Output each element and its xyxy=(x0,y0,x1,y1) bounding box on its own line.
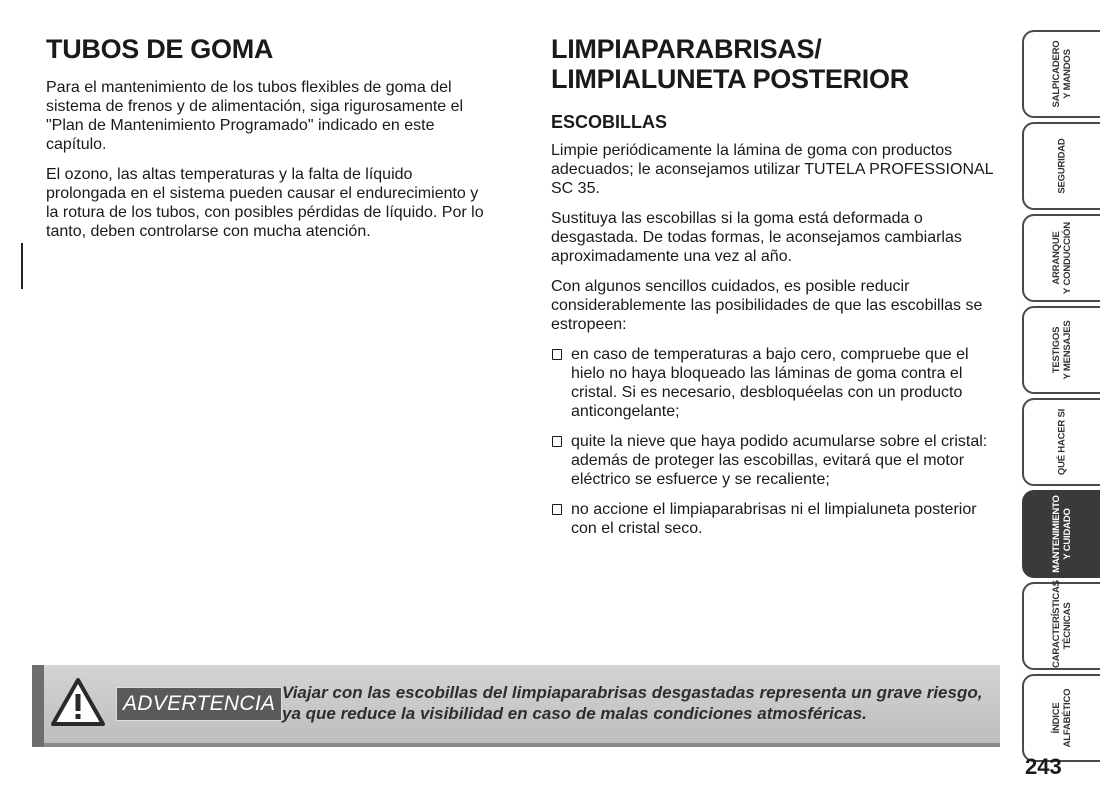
tab-label: MANTENIMIENTO Y CUIDADO xyxy=(1051,495,1073,573)
tab-caracteristicas[interactable] xyxy=(1022,582,1100,670)
checkbox-bullet-icon xyxy=(552,436,562,447)
paragraph: Sustituya las escobillas si la goma está deformada o desgastada. De todas formas, le aconsejamos cambiarlas aproximadamente una vez al año. xyxy=(551,210,962,265)
checkbox-bullet-icon xyxy=(552,349,562,360)
warning-text: Viajar con las escobillas del limpiaparabrisas desgastadas representa un grave riesgo, ya que reduce la visibilidad en caso de malas condiciones atmosféricas. xyxy=(282,683,983,723)
subsection-title-escobillas: ESCOBILLAS xyxy=(551,112,668,132)
section-title-limpiaparabrisas xyxy=(551,34,996,94)
list-item-text: en caso de temperaturas a bajo cero, compruebe que el hielo no haya bloqueado las láminas de goma contra el cristal. Si es necesario, desbloquéelas con un producto anticongelante; xyxy=(571,346,969,420)
tab-que-hacer-si[interactable] xyxy=(1022,398,1100,486)
tab-salpicadero[interactable] xyxy=(1022,30,1100,118)
list-item xyxy=(551,432,996,489)
tab-indice[interactable] xyxy=(1022,674,1100,762)
tab-seguridad[interactable] xyxy=(1022,122,1100,210)
list-item xyxy=(551,500,996,538)
left-column xyxy=(46,34,486,252)
warning-label: ADVERTENCIA xyxy=(116,687,282,721)
section-title-tubos: TUBOS DE GOMA xyxy=(46,34,274,64)
list-item xyxy=(551,345,996,421)
paragraph: Limpie periódicamente la lámina de goma con productos adecuados; le aconsejamos utilizar TUTELA PROFESSIONAL SC 35. xyxy=(551,142,993,197)
chapter-tabs xyxy=(1022,30,1100,766)
tab-label: QUÉ HACER SI xyxy=(1056,408,1068,476)
paragraph: Para el mantenimiento de los tubos flexibles de goma del sistema de frenos y de alimentación, siga rigurosamente el "Plan de Mantenimiento Programado" indicado en este capítulo. xyxy=(46,79,464,153)
tab-label: SALPICADERO Y MANDOS xyxy=(1051,40,1073,108)
title-line-2: LIMPIALUNETA POSTERIOR xyxy=(551,64,909,94)
tab-arranque[interactable] xyxy=(1022,214,1100,302)
warning-triangle-icon xyxy=(50,677,106,727)
checkbox-bullet-icon xyxy=(552,504,562,515)
page-number: 243 xyxy=(1025,754,1062,779)
list-item-text: no accione el limpiaparabrisas ni el limpialuneta posterior con el cristal seco. xyxy=(571,501,977,537)
margin-change-bar xyxy=(21,243,23,289)
tab-label: SEGURIDAD xyxy=(1056,138,1068,194)
tab-label: ÍNDICE ALFABÉTICO xyxy=(1051,688,1073,748)
tab-label: TESTIGOS Y MENSAJES xyxy=(1051,320,1073,380)
list-item-text: quite la nieve que haya podido acumularse sobre el cristal: además de proteger las escobillas, evitará que el motor eléctrico se esfuerce y se recaliente; xyxy=(571,433,988,488)
tab-mantenimiento-active[interactable] xyxy=(1022,490,1100,578)
paragraph: Con algunos sencillos cuidados, es posible reducir considerablemente las posibilidades de que las escobillas se estropeen: xyxy=(551,278,983,333)
title-line-1: LIMPIAPARABRISAS/ xyxy=(551,34,822,64)
warning-box xyxy=(32,665,1000,747)
tab-label: ARRANQUE Y CONDUCCIÓN xyxy=(1051,222,1073,294)
paragraph: El ozono, las altas temperaturas y la falta de líquido prolongada en el sistema pueden causar el endurecimiento y la rotura de los tubos, con posibles pérdidas de líquido. Por lo tanto, deben controlarse con mucha atención. xyxy=(46,166,484,240)
tab-testigos[interactable] xyxy=(1022,306,1100,394)
tab-label: CARACTERÍSTICAS TÉCNICAS xyxy=(1051,580,1073,668)
care-tips-list xyxy=(551,345,996,538)
right-column xyxy=(551,34,996,549)
